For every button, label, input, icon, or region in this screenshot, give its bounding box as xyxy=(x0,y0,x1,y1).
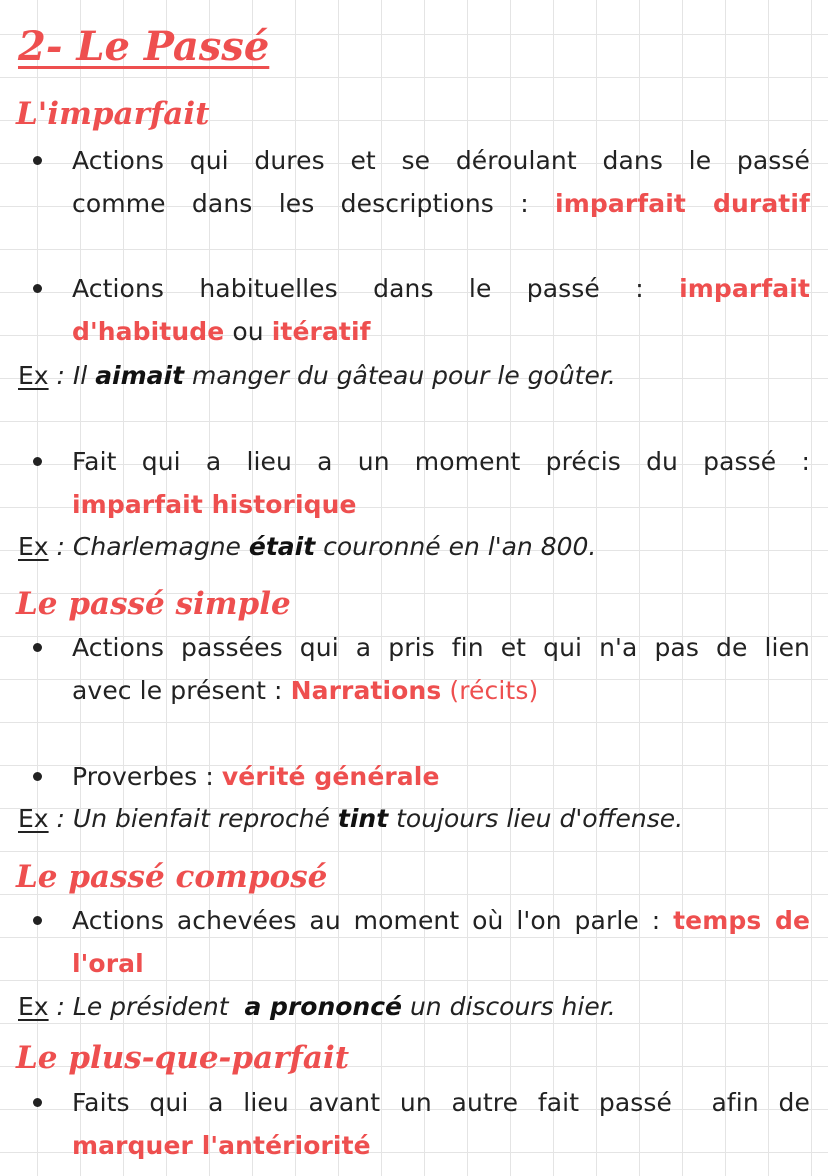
bullet-dot-icon xyxy=(33,916,42,925)
list-item xyxy=(72,899,810,985)
example-text: manger du gâteau pour le goûter. xyxy=(184,361,616,390)
example-line xyxy=(18,985,616,1028)
bullet-text: Actions habituelles dans le passé : xyxy=(72,274,680,303)
bullet-line xyxy=(72,483,810,526)
highlight-term: imparfait historique xyxy=(72,490,357,519)
bullet-text: Actions achevées au moment où l'on parle : xyxy=(72,906,674,935)
example-verb: a prononcé xyxy=(244,992,402,1021)
bullet-line xyxy=(72,1124,810,1167)
bullet-line: Fait qui a lieu a un moment précis du passé : xyxy=(72,447,810,476)
example-line xyxy=(18,797,683,840)
heading-passe-simple: Le passé simple xyxy=(16,586,291,622)
bullet-line: Faits qui a lieu avant un autre fait passé afin de xyxy=(72,1088,810,1117)
example-text: Charlemagne xyxy=(72,532,249,561)
example-text: couronné en l'an 800. xyxy=(315,532,597,561)
example-label: Ex xyxy=(18,361,49,390)
bullet-line: Actions qui dures et se déroulant dans le passé xyxy=(72,146,810,175)
example-verb: tint xyxy=(337,804,389,833)
example-verb: aimait xyxy=(95,361,185,390)
bullet-text: comme dans les descriptions : xyxy=(72,189,556,218)
example-label: Ex xyxy=(18,532,49,561)
example-verb: était xyxy=(248,532,316,561)
bullet-dot-icon xyxy=(33,643,42,652)
bullet-dot-icon xyxy=(33,1098,42,1107)
list-item xyxy=(72,440,810,526)
bullet-line xyxy=(72,942,810,985)
bullet-text: avec le présent : xyxy=(72,676,291,705)
bullet-line xyxy=(72,899,810,942)
bullet-dot-icon xyxy=(33,457,42,466)
bullet-line xyxy=(72,669,810,712)
list-item xyxy=(72,139,810,225)
highlight-term: vérité générale xyxy=(221,762,440,791)
list-item xyxy=(72,755,810,798)
example-text: Le président xyxy=(72,992,245,1021)
example-colon: : xyxy=(48,992,73,1021)
bullet-line xyxy=(72,267,810,310)
bullet-dot-icon xyxy=(33,156,42,165)
bullet-line xyxy=(72,310,810,353)
example-label: Ex xyxy=(18,804,49,833)
highlight-term: imparfait xyxy=(679,274,810,303)
example-label: Ex xyxy=(18,992,49,1021)
page-title: 2- Le Passé xyxy=(18,23,270,70)
bullet-line xyxy=(72,182,810,225)
bullet-dot-icon xyxy=(33,284,42,293)
highlight-note: (récits) xyxy=(441,676,539,705)
highlight-term: itératif xyxy=(271,317,371,346)
example-line xyxy=(18,354,616,397)
bullet-line: Actions passées qui a pris fin et qui n'a pas de lien xyxy=(72,633,810,662)
heading-plus-que-parfait: Le plus-que-parfait xyxy=(16,1040,350,1076)
example-colon: : xyxy=(48,361,73,390)
example-text: Un bienfait reproché xyxy=(72,804,338,833)
bullet-text: ou xyxy=(224,317,272,346)
example-line xyxy=(18,525,596,568)
example-text: toujours lieu d'offense. xyxy=(388,804,684,833)
highlight-term: temps de xyxy=(673,906,810,935)
highlight-term: d'habitude xyxy=(72,317,225,346)
bullet-line xyxy=(72,755,810,798)
bullet-dot-icon xyxy=(33,772,42,781)
example-text: Il xyxy=(72,361,96,390)
heading-imparfait: L'imparfait xyxy=(16,96,210,132)
list-item xyxy=(72,626,810,712)
example-colon: : xyxy=(48,532,73,561)
highlight-term: imparfait duratif xyxy=(555,189,810,218)
highlight-term: Narrations xyxy=(290,676,442,705)
bullet-text: Proverbes : xyxy=(72,762,222,791)
highlight-term: l'oral xyxy=(72,949,144,978)
highlight-term: marquer l'antériorité xyxy=(72,1131,371,1160)
list-item xyxy=(72,267,810,353)
example-colon: : xyxy=(48,804,73,833)
example-text: un discours hier. xyxy=(402,992,616,1021)
list-item xyxy=(72,1081,810,1167)
heading-passe-compose: Le passé composé xyxy=(16,859,328,895)
